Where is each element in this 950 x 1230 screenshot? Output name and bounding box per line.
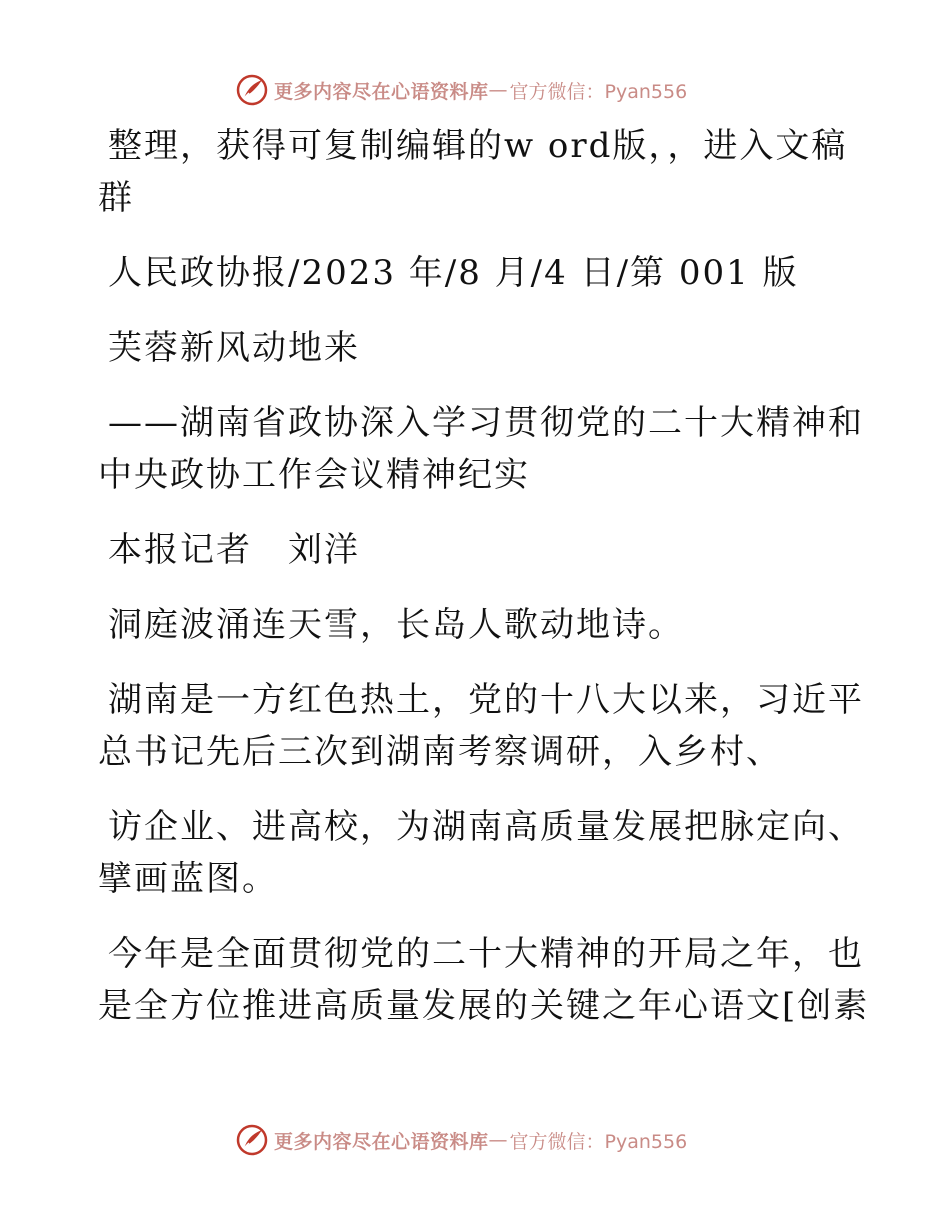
paragraph [98,247,838,299]
paragraph [98,674,864,778]
paragraph-line: 洞庭波涌连天雪，长岛人歌动地诗。 [108,605,684,645]
article-title [98,322,838,374]
quill-logo-icon [236,74,268,106]
article-subtitle [98,397,864,501]
paragraph-line: 本报记者 刘洋 [108,530,360,570]
paragraph [98,599,838,651]
paragraph-line: 湖南是一方红色热土，党的十八大以来，习近平 [108,680,864,720]
paragraph-line: ——湖南省政协深入学习贯彻党的二十大精神和 [108,403,864,443]
paragraph-line: 群 [98,178,134,218]
paragraph-line: 中央政协工作会议精神纪实 [98,455,530,495]
banner-text: 更多内容尽在心语资料库 [274,1130,489,1153]
footer-watermark-banner [236,1123,687,1157]
document-body [98,120,870,1055]
banner-contact: 官方微信：Pyan556 [509,1130,688,1153]
header-watermark-banner [236,73,687,107]
paragraph-line: 是全方位推进高质量发展的关键之年心语文[创素 [98,986,870,1026]
banner-text: 更多内容尽在心语资料库 [274,80,489,103]
paragraph-line: 芙蓉新风动地来 [108,328,360,368]
paragraph [98,120,848,224]
paragraph-line: 今年是全面贯彻党的二十大精神的开局之年，也 [108,934,864,974]
paragraph-line: 访企业、进高校，为湖南高质量发展把脉定向、 [108,807,864,847]
paragraph [98,801,864,905]
paragraph-line: 擘画蓝图。 [98,859,278,899]
banner-dash: — [488,1129,508,1151]
paragraph-line: 人民政协报/2023 年/8 月/4 日/第 001 版 [108,253,799,293]
paragraph-line: 总书记先后三次到湖南考察调研，入乡村、 [98,732,782,772]
quill-logo-icon [236,1124,268,1156]
paragraph [98,928,870,1032]
banner-contact: 官方微信：Pyan556 [509,80,688,103]
banner-dash: — [488,79,508,101]
byline [98,524,838,576]
paragraph-line: 整理，获得可复制编辑的w ord版，，进入文稿 [108,126,848,166]
